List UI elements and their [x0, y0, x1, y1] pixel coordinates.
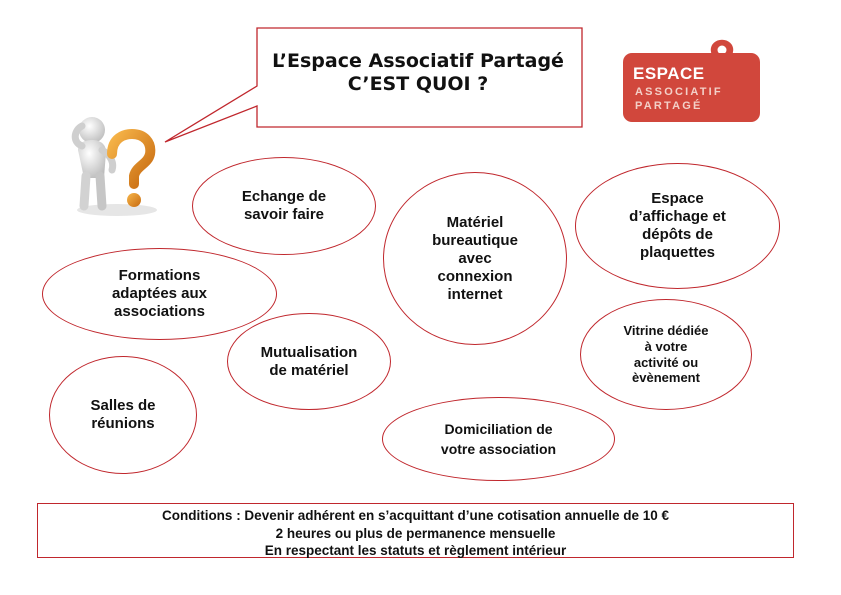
- logo: [623, 53, 760, 122]
- service-formations: [42, 248, 277, 340]
- conditions-box: [37, 503, 794, 558]
- logo-line-2: ASSOCIATIF: [635, 86, 723, 98]
- service-domiciliation: [382, 397, 615, 481]
- conditions-line-3: En respectant les statuts et règlement intérieur: [264, 543, 567, 559]
- service-label: Domiciliation de votre association: [440, 420, 557, 457]
- service-mutualisation-materiel: [227, 313, 391, 410]
- page-title: [258, 50, 578, 96]
- service-vitrine: [580, 299, 752, 410]
- logo-line-3: PARTAGÉ: [635, 100, 703, 112]
- logo-line-1: ESPACE: [633, 64, 705, 83]
- service-label: Formations adaptées aux associations: [111, 267, 208, 320]
- conditions-line-1: Conditions : Devenir adhérent en s’acquittant d’une cotisation annuelle de 10 €: [161, 508, 670, 523]
- service-label: Salles de réunions: [90, 397, 156, 432]
- service-label: Espace d’affichage et dépôts de plaquettes: [629, 190, 726, 261]
- title-line-2: C’EST QUOI ?: [347, 72, 489, 95]
- service-salles-reunions: [49, 356, 197, 474]
- service-label: Vitrine dédiée à votre activité ou èvènement: [623, 323, 709, 386]
- service-label: Mutualisation de matériel: [260, 343, 358, 379]
- service-label: Echange de savoir faire: [241, 188, 327, 223]
- service-espace-affichage: [575, 163, 780, 289]
- title-line-1: L’Espace Associatif Partagé: [272, 50, 564, 72]
- service-materiel-bureautique: [383, 172, 567, 345]
- service-echange-savoir-faire: [192, 157, 376, 255]
- conditions-line-2: 2 heures ou plus de permanence mensuelle: [275, 525, 556, 541]
- service-label: Matériel bureautique avec connexion internet: [432, 213, 518, 303]
- person-question-mark-icon: [62, 112, 162, 220]
